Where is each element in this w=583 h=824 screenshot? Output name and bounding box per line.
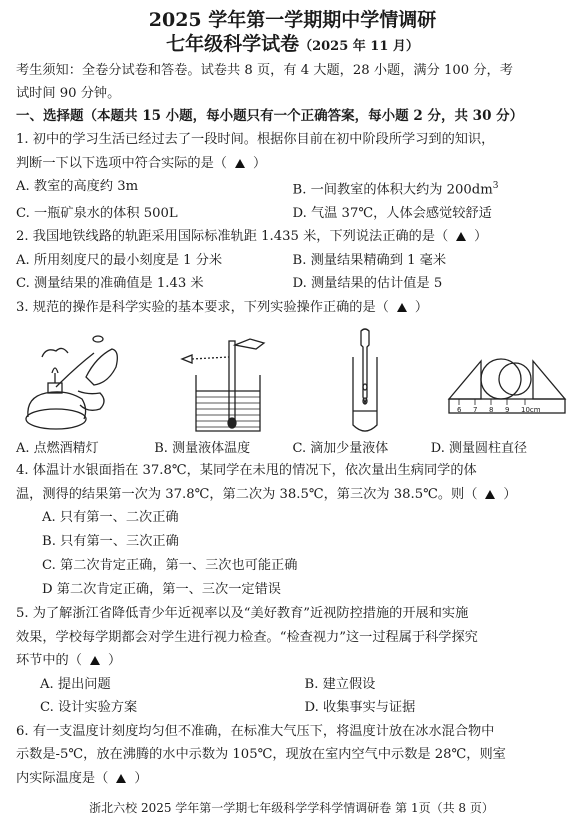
q2-option-b: B. 测量结果精确到 1 毫米 bbox=[292, 252, 447, 268]
exam-title: 2025 学年第一学期期中学情调研 bbox=[148, 9, 437, 31]
q2-option-c: C. 测量结果的准确值是 1.43 米 bbox=[16, 276, 204, 292]
notice-line-2: 试时间 90 分钟。 bbox=[16, 86, 121, 101]
q2-options-row-1 bbox=[16, 249, 569, 273]
answer-triangle-icon bbox=[235, 159, 245, 168]
q1-stem-line-1: 1. 初中的学习生活已经过去了一段时间。根据你目前在初中阶段所学习到的知识， bbox=[16, 132, 495, 147]
q5-option-a: A. 提出问题 bbox=[40, 676, 111, 692]
q5-option-b: B. 建立假设 bbox=[304, 676, 376, 692]
q3-figures bbox=[16, 321, 569, 439]
subtitle-text: 七年级科学试卷 bbox=[166, 33, 300, 55]
q1-option-b bbox=[293, 175, 570, 202]
q3-option-d: D. 测量圆柱直径 bbox=[430, 441, 527, 457]
answer-triangle-icon bbox=[116, 774, 126, 783]
q2-stem bbox=[16, 225, 569, 249]
q5-options-row-1 bbox=[16, 673, 569, 697]
q3-stem bbox=[16, 296, 569, 320]
q5-stem-line-2: 效果，学校每学期都会对学生进行视力检查。“检查视力”这一过程属于科学探究 bbox=[16, 629, 478, 645]
ruler-label-9: 9 bbox=[504, 406, 510, 415]
q4-option-d: D 第二次肯定正确，第一、三次一定错误 bbox=[42, 582, 281, 598]
q4-option-c: C. 第二次肯定正确，第一、三次也可能正确 bbox=[42, 558, 298, 574]
alcohol-lamp-figure bbox=[16, 327, 136, 439]
q5-stem-text: 环节中的（ bbox=[16, 653, 82, 669]
q4-stem-line-2 bbox=[16, 483, 569, 507]
q1-option-b-text: B. 一间教室的体积大约为 200dm bbox=[292, 182, 493, 198]
q4-option-a: A. 只有第一、二次正确 bbox=[42, 510, 179, 526]
q5-stem-line-1: 5. 为了解浙江省降低青少年近视率以及“美好教育”近视防控措施的开展和实施 bbox=[16, 606, 469, 622]
q1-options-row-1 bbox=[16, 175, 569, 202]
answer-triangle-icon bbox=[456, 232, 466, 241]
q1-option-d: D. 气温 37℃，人体会感觉较舒适 bbox=[292, 205, 492, 221]
q5-option-d: D. 收集事实与证据 bbox=[304, 700, 416, 716]
q2-close-paren: ） bbox=[474, 229, 488, 245]
q3-close-paren: ） bbox=[414, 299, 429, 315]
q4-option-b: B. 只有第一、三次正确 bbox=[42, 534, 179, 550]
q3-option-a: A. 点燃酒精灯 bbox=[16, 441, 99, 457]
q6-stem-line-3 bbox=[16, 767, 569, 791]
q6-stem-text: 内实际温度是（ bbox=[16, 770, 109, 786]
ruler-label-8: 8 bbox=[488, 406, 494, 415]
q2-option-d: D. 测量结果的估计值是 5 bbox=[292, 276, 443, 292]
q1-option-b-sup: 3 bbox=[492, 181, 499, 191]
ruler-label-10cm: 10cm bbox=[520, 406, 541, 415]
ruler-label-7: 7 bbox=[472, 406, 478, 415]
q4-stem-text: 温，测得的结果第一次为 37.8℃，第二次为 38.5℃，第三次为 38.5℃。则（ bbox=[16, 486, 478, 502]
q1-option-c: C. 一瓶矿泉水的体积 500L bbox=[16, 205, 178, 221]
thermometer-beaker-figure bbox=[176, 327, 286, 439]
q3-option-c: C. 滴加少量液体 bbox=[292, 441, 389, 457]
q5-stem-line-3 bbox=[16, 649, 569, 673]
q1-close-paren: ） bbox=[253, 155, 267, 171]
q1-stem-line-2 bbox=[16, 152, 569, 176]
q6-stem-line-1: 6. 有一支温度计刻度均匀但不准确，在标准大气压下，将温度计放在冰水混合物中 bbox=[16, 723, 495, 739]
q2-options-row-2 bbox=[16, 272, 569, 296]
q1-option-a: A. 教室的高度约 3m bbox=[16, 179, 139, 194]
q3-stem-text: 3. 规范的操作是科学实验的基本要求，下列实验操作正确的是（ bbox=[16, 299, 389, 315]
notice-line-1: 考生须知：全卷分试卷和答卷。试卷共 8 页，有 4 大题，28 小题，满分 100 分，考 bbox=[16, 63, 513, 78]
q5-option-c: C. 设计实验方案 bbox=[40, 700, 138, 716]
q3-option-b: B. 测量液体温度 bbox=[154, 441, 251, 457]
q2-option-a: A. 所用刻度尺的最小刻度是 1 分米 bbox=[16, 252, 223, 268]
exam-date: （2025 年 11 月） bbox=[299, 39, 419, 54]
ruler-label-6: 6 bbox=[456, 406, 462, 415]
q2-stem-text: 2. 我国地铁线路的轨距采用国际标准轨距 1.435 米，下列说法正确的是（ bbox=[16, 229, 449, 245]
q4-close-paren: ） bbox=[503, 486, 517, 502]
q5-close-paren: ） bbox=[107, 653, 122, 669]
answer-triangle-icon bbox=[397, 303, 407, 312]
q1-options-row-2 bbox=[16, 202, 569, 226]
page-footer: 浙北六校 2025 学年第一学期七年级科学学科学情调研卷 第 1页（共 8 页） bbox=[89, 801, 494, 815]
dropper-test-tube-figure bbox=[325, 327, 405, 439]
q6-close-paren: ） bbox=[134, 770, 148, 786]
q6-stem-line-2: 示数是-5℃，放在沸腾的水中示数为 105℃，现放在室内空气中示数是 28℃，则室 bbox=[16, 747, 506, 763]
answer-triangle-icon bbox=[485, 490, 495, 499]
section-1-title: 一、选择题（本题共 15 小题，每小题只有一个正确答案，每小题 2 分，共 30 分） bbox=[16, 108, 524, 124]
q4-stem-line-1: 4. 体温计水银面指在 37.8℃，某同学在未甩的情况下，依次量出生病同学的体 bbox=[16, 463, 477, 479]
answer-triangle-icon bbox=[90, 656, 100, 665]
cylinder-ruler-figure bbox=[445, 327, 569, 439]
q3-options bbox=[16, 439, 569, 459]
q1-stem-text: 判断一下以下选项中符合实际的是（ bbox=[16, 155, 227, 171]
exam-subtitle bbox=[16, 32, 569, 59]
q5-options-row-2 bbox=[16, 696, 569, 720]
